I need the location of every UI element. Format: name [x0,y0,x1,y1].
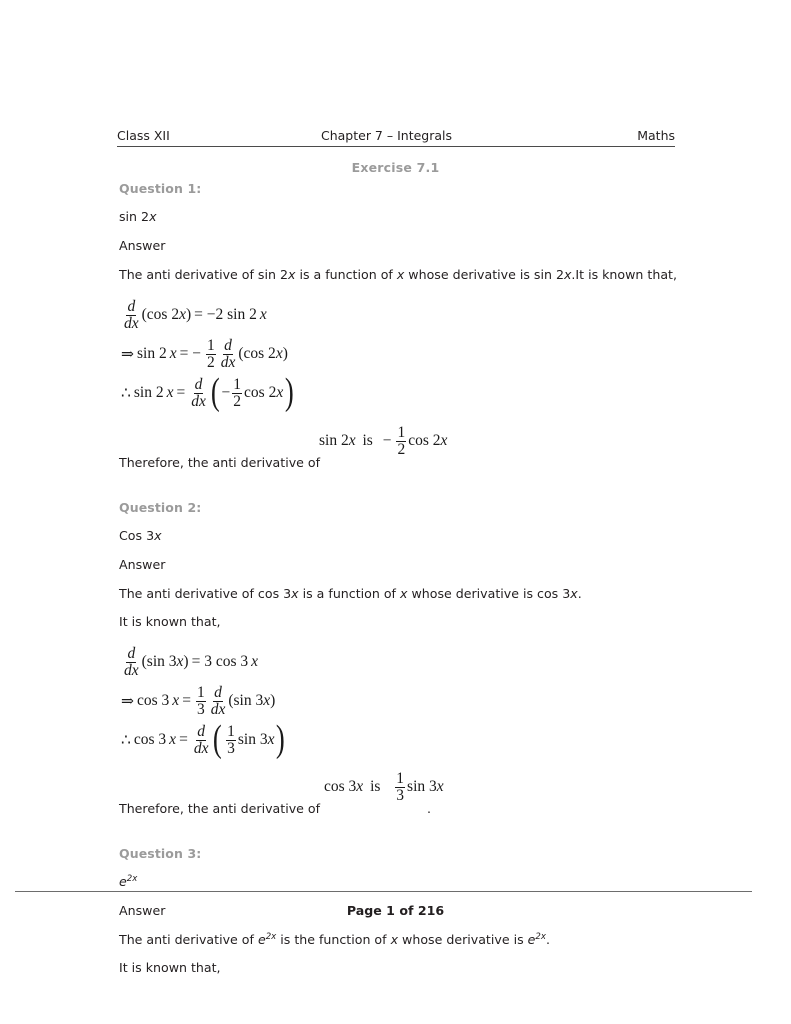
eq-body-open: (sin 3 [141,653,177,670]
intro-exp-base-2: e [527,932,536,947]
eq-left-variable: x [169,345,177,362]
fraction-numerator: 1 [196,683,205,701]
intro-part-g: . [577,586,582,601]
eq-sign: = − [179,345,201,362]
document-body [119,181,685,989]
eq-body-close: ) [282,345,288,362]
fraction-denominator: 3 [196,700,205,718]
eq-inner-variable: x [276,384,284,401]
conclusion-math [319,425,447,458]
intro-var-3: x [570,586,578,601]
math-lhs-variable: x [356,778,364,796]
fraction-numerator: 1 [397,424,406,442]
eq-body-variable: x [263,692,271,709]
header-class-label: Class XII [117,128,170,143]
conclusion-period: . [427,801,432,816]
right-paren: ) [285,371,294,414]
eq-lead-symbol: ⇒ [121,345,134,363]
conclusion-text: Therefore, the anti derivative of [119,455,321,470]
question-block-2 [119,500,685,816]
fraction-denominator: 2 [233,392,242,410]
question-block-1 [119,181,685,470]
intro-var-3: x [563,267,572,282]
eq-inner-sign: − [221,384,231,401]
eq-body-open: (cos 2 [238,345,276,362]
math-is-word: is [370,778,381,796]
answer-label: Answer [119,238,166,253]
answer-intro [119,932,685,947]
answer-label: Answer [119,903,166,918]
math-lhs-variable: x [348,432,356,450]
fraction-denominator: 3 [227,739,235,757]
question-prompt-base: e [119,874,127,889]
fraction-numerator: 1 [227,722,235,740]
eq-body-variable: x [176,653,184,670]
fraction-denominator: dx [210,700,226,718]
intro-part-a: The anti derivative of sin 2 [119,267,288,282]
question-prompt-variable: x [149,209,157,224]
fraction-denominator: dx [124,661,139,679]
intro-exp-sup-1: 2x [265,931,277,942]
question-heading: Question 3: [119,846,202,861]
fraction-denominator: dx [193,739,209,757]
fraction-numerator: d [214,683,222,701]
answer-intro [119,586,685,601]
eq-body-close: ) [185,306,192,323]
intro-var-2: x [390,932,399,947]
eq-inner-tail: sin 3 [237,731,268,748]
eq-body-variable: x [179,306,186,323]
eq-body-open: (sin 3 [228,692,264,709]
question-prompt [119,874,685,889]
fraction-numerator: d [194,375,203,393]
question-prompt [119,209,685,224]
fraction-denominator: 2 [397,441,406,459]
eq-left-side: sin 2 [133,384,164,401]
fraction-denominator: dx [220,353,236,371]
answer-label: Answer [119,557,166,572]
fraction-denominator: 2 [206,353,215,371]
fraction-numerator: d [197,722,205,740]
eq-left-variable: x [169,731,177,748]
fraction-numerator: d [224,336,232,354]
known-line: It is known that, [119,614,221,629]
equation-1 [121,296,685,334]
eq-lead-symbol: ⇒ [121,692,134,710]
header-subject-label: Maths [637,128,675,143]
equation-3 [121,371,685,414]
eq-body-variable: x [275,345,283,362]
fraction-numerator: 1 [233,375,242,393]
eq-right-variable: x [251,653,258,670]
header-divider [117,146,675,147]
eq-inner-variable: x [267,731,275,748]
equation-2 [121,335,685,373]
intro-part-e: whose derivative is [398,932,528,947]
fraction-denominator: 3 [396,787,405,805]
intro-var-1: x [288,267,296,282]
equation-2 [121,682,685,720]
math-tail-variable: x [440,432,448,450]
left-paren: ( [210,371,220,414]
fraction-denominator: dx [191,392,206,410]
intro-part-c: is a function of [295,267,397,282]
eq-lead-symbol: ∴ [121,384,131,402]
eq-left-side: cos 3 [133,731,167,748]
math-is-word: is [362,432,373,450]
answer-intro [119,267,685,282]
conclusion-text: Therefore, the anti derivative of [119,801,321,816]
eq-right-variable: x [259,306,267,323]
question-prompt-text: Cos 3 [119,528,155,543]
eq-left-side: sin 2 [137,345,167,362]
fraction-numerator: d [127,644,136,662]
eq-lead-symbol: ∴ [121,731,131,749]
math-lhs: cos 3 [324,778,357,796]
right-paren: ) [276,718,286,761]
intro-part-g: . [545,932,550,947]
eq-right-side: = −2 sin 2 [194,306,257,323]
page-header [117,128,675,143]
left-paren: ( [213,718,223,761]
eq-body-close: ) [270,692,276,709]
intro-part-e: whose derivative is cos 3 [407,586,571,601]
fraction-denominator: dx [124,314,139,332]
footer-divider [15,891,752,892]
intro-part-a: The anti derivative of [119,932,258,947]
known-line: It is known that, [119,960,221,975]
intro-var-2: x [400,586,408,601]
conclusion-line [119,426,685,470]
eq-inner-tail: cos 2 [244,384,277,401]
math-tail: cos 2 [408,432,441,450]
eq-left-variable: x [172,692,180,709]
intro-part-c: is a function of [298,586,400,601]
math-lhs: sin 2 [319,432,349,450]
page-number: Page 1 of 216 [346,903,445,918]
question-prompt-variable: x [154,528,162,543]
eq-left-variable: x [166,384,174,401]
eq-body-open: (cos 2 [141,306,180,323]
eq-sign: = [176,384,186,401]
math-block [121,643,685,759]
conclusion-line [119,772,685,816]
intro-part-a: The anti derivative of cos 3 [119,586,292,601]
question-heading: Question 2: [119,500,202,515]
intro-part-c: is the function of [276,932,391,947]
header-chapter-label: Chapter 7 – Integrals [320,128,453,143]
eq-body-close: ) [183,653,189,670]
intro-exp-sup-2: 2x [535,931,546,942]
fraction-numerator: 1 [396,770,405,788]
question-prompt [119,528,685,543]
equation-3 [121,718,685,761]
intro-var-1: x [291,586,299,601]
eq-sign: = [182,692,191,709]
equation-1 [121,643,685,681]
intro-part-e: whose derivative is sin 2 [404,267,564,282]
intro-var-2: x [396,267,405,282]
fraction-numerator: d [127,297,136,315]
math-tail: sin 3 [407,778,437,796]
math-sign: − [382,432,392,450]
eq-sign: = [179,731,188,748]
conclusion-math [324,771,444,804]
question-prompt-text: sin 2 [119,209,150,224]
intro-part-g: .It is known that, [571,267,677,282]
fraction-numerator: 1 [206,336,215,354]
exercise-title: Exercise 7.1 [351,160,440,175]
question-prompt-exponent: 2x [126,873,138,884]
question-heading: Question 1: [119,181,202,196]
intro-exp-base-1: e [257,932,266,947]
math-tail-variable: x [436,778,444,796]
math-block [121,296,685,412]
eq-right-side: = 3 cos 3 [191,653,249,670]
eq-left-side: cos 3 [137,692,170,709]
